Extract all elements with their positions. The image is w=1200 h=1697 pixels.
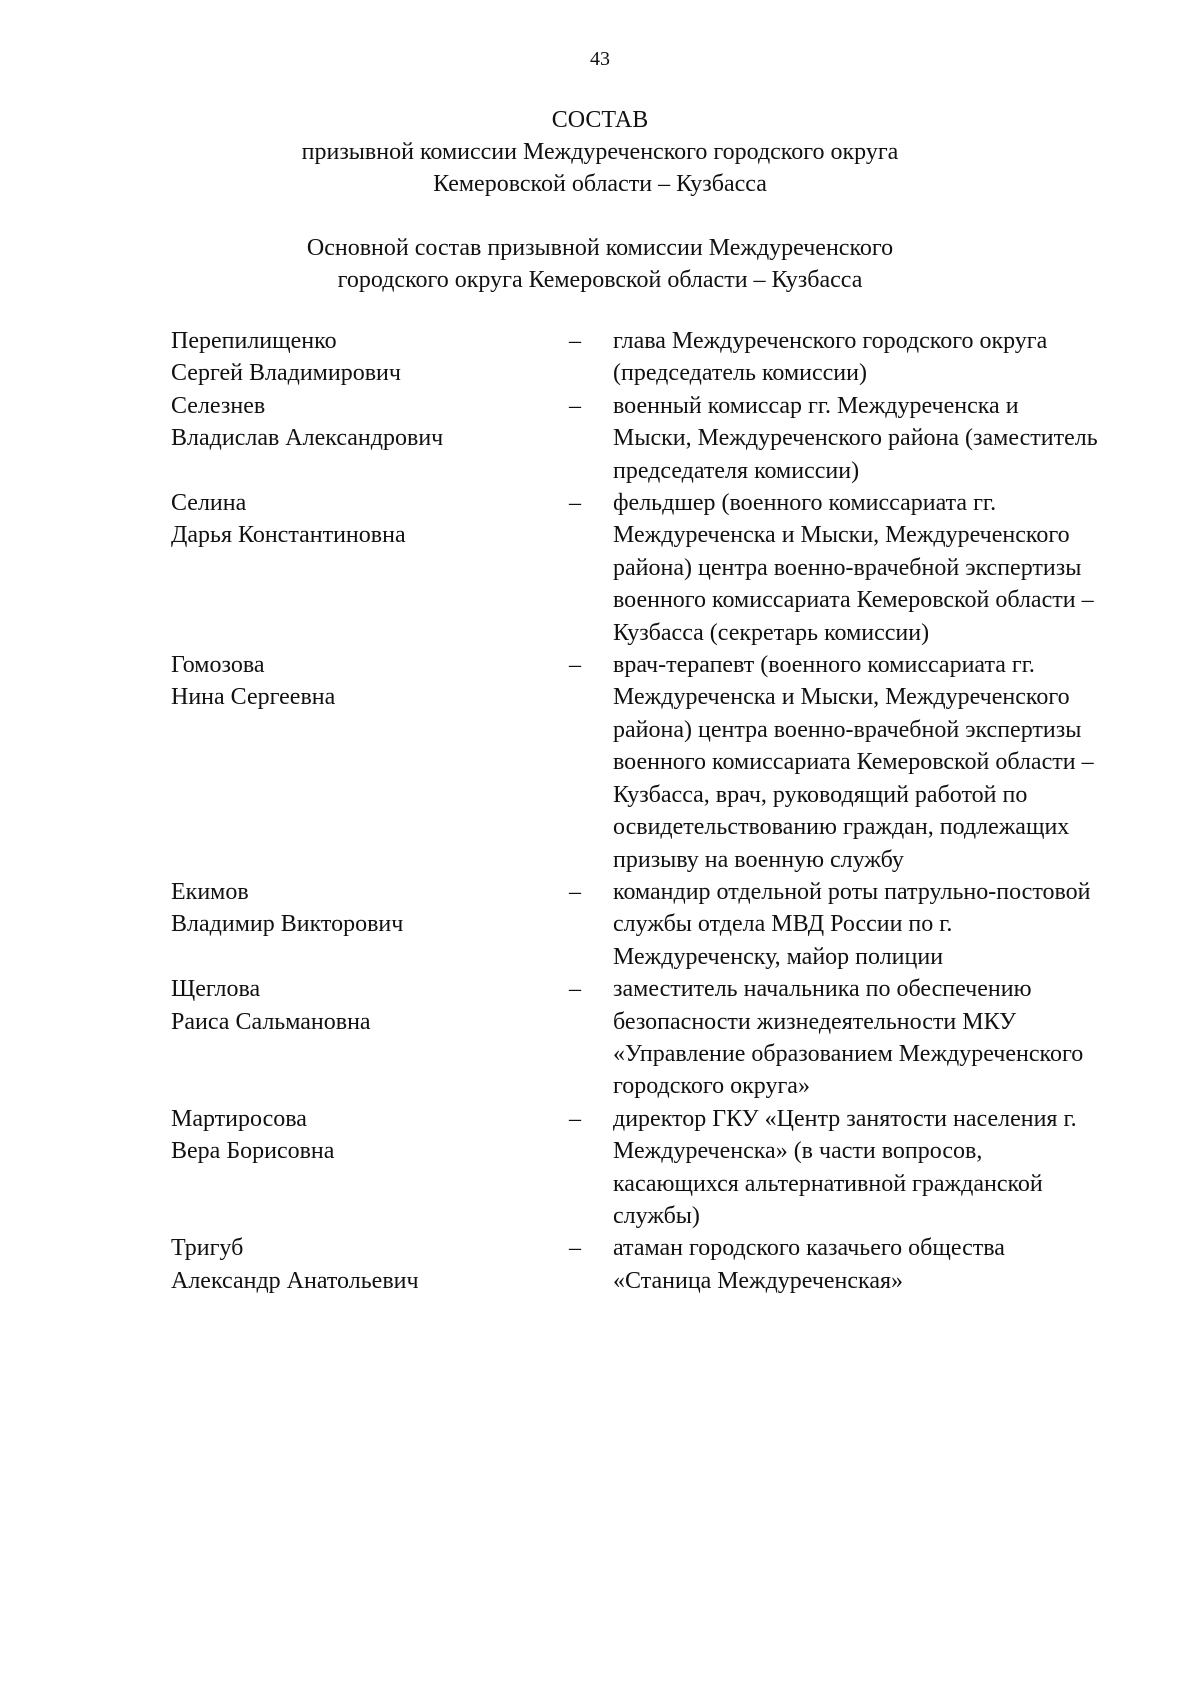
page-number: 43 bbox=[590, 48, 610, 70]
subtitle-line: Основной состав призывной комиссии Междуреченского bbox=[306, 235, 894, 261]
member-role: командир отдельной роты патрульно-постовой службы отдела МВД России по г. Междуреченску, майор полиции bbox=[613, 878, 1091, 970]
member-given-names: Раиса Сальмановна bbox=[171, 1008, 371, 1035]
dash-separator: – bbox=[569, 878, 581, 905]
member-given-names: Александр Анатольевич bbox=[171, 1267, 419, 1294]
member-name bbox=[171, 1103, 569, 1233]
member-surname: Щеглова bbox=[171, 976, 261, 1003]
member-name bbox=[171, 1232, 569, 1297]
dash-separator: – bbox=[569, 1235, 581, 1262]
dash-separator: – bbox=[569, 1105, 581, 1132]
member-role: глава Междуреченского городского округа (председатель комиссии) bbox=[613, 328, 1048, 387]
member-name bbox=[171, 649, 569, 876]
member-row bbox=[171, 1103, 1111, 1233]
member-row bbox=[171, 325, 1111, 390]
member-given-names: Нина Сергеевна bbox=[171, 684, 336, 711]
member-surname: Екимов bbox=[171, 878, 249, 905]
member-name bbox=[171, 876, 569, 973]
member-given-names: Вера Борисовна bbox=[171, 1138, 335, 1165]
member-list bbox=[171, 325, 1111, 1297]
member-row bbox=[171, 487, 1111, 649]
member-role: военный комиссар гг. Междуреченска и Мыски, Междуреченского района (заместитель председателя комиссии) bbox=[613, 392, 1098, 484]
dash-separator: – bbox=[569, 976, 581, 1003]
member-surname: Гомозова bbox=[171, 652, 265, 679]
member-name bbox=[171, 390, 569, 487]
member-role: атаман городского казачьего общества «Станица Междуреченская» bbox=[613, 1235, 1005, 1294]
title-line: Кемеровской области – Кузбасса bbox=[433, 171, 767, 197]
member-row bbox=[171, 390, 1111, 487]
member-role: фельдшер (военного комиссариата гг. Междуреченска и Мыски, Междуреченского района) центра военно-врачебной экспертизы военного комиссариата Кемеровской области – Кузбасса (секретарь комиссии) bbox=[613, 490, 1094, 646]
section-heading bbox=[0, 232, 1200, 296]
member-given-names: Владимир Викторович bbox=[171, 911, 404, 938]
subtitle-line: городского округа Кемеровской области – Кузбасса bbox=[337, 267, 863, 293]
title-line: СОСТАВ bbox=[551, 107, 649, 133]
member-surname: Селина bbox=[171, 490, 247, 517]
member-given-names: Дарья Константиновна bbox=[171, 522, 406, 549]
member-role: врач-терапевт (военного комиссариата гг. Междуреченска и Мыски, Междуреченского района) центра военно-врачебной экспертизы военного комиссариата Кемеровской области – Кузбасса, врач, руководящий работой по освидетельствованию граждан, подлежащих призыву на военную службу bbox=[613, 652, 1094, 873]
member-given-names: Сергей Владимирович bbox=[171, 360, 401, 387]
member-row bbox=[171, 876, 1111, 973]
member-surname: Селезнев bbox=[171, 392, 266, 419]
member-surname: Перепилищенко bbox=[171, 328, 337, 354]
member-row bbox=[171, 973, 1111, 1103]
member-role: директор ГКУ «Центр занятости населения г. Междуреченска» (в части вопросов, касающихся альтернативной гражданской службы) bbox=[613, 1105, 1077, 1229]
member-surname: Тригуб bbox=[171, 1235, 244, 1262]
member-given-names: Владислав Александрович bbox=[171, 425, 444, 452]
title-line: призывной комиссии Междуреченского городского округа bbox=[301, 139, 899, 165]
member-name bbox=[171, 325, 569, 390]
member-name bbox=[171, 973, 569, 1103]
member-role: заместитель начальника по обеспечению безопасности жизнедеятельности МКУ «Управление образованием Междуреченского городского округа» bbox=[613, 976, 1084, 1100]
member-name bbox=[171, 487, 569, 649]
document-title bbox=[0, 104, 1200, 200]
dash-separator: – bbox=[569, 652, 581, 679]
member-surname: Мартиросова bbox=[171, 1105, 307, 1132]
member-row bbox=[171, 1232, 1111, 1297]
member-row bbox=[171, 649, 1111, 876]
dash-separator: – bbox=[569, 490, 581, 517]
dash-separator: – bbox=[569, 328, 581, 354]
dash-separator: – bbox=[569, 392, 581, 419]
